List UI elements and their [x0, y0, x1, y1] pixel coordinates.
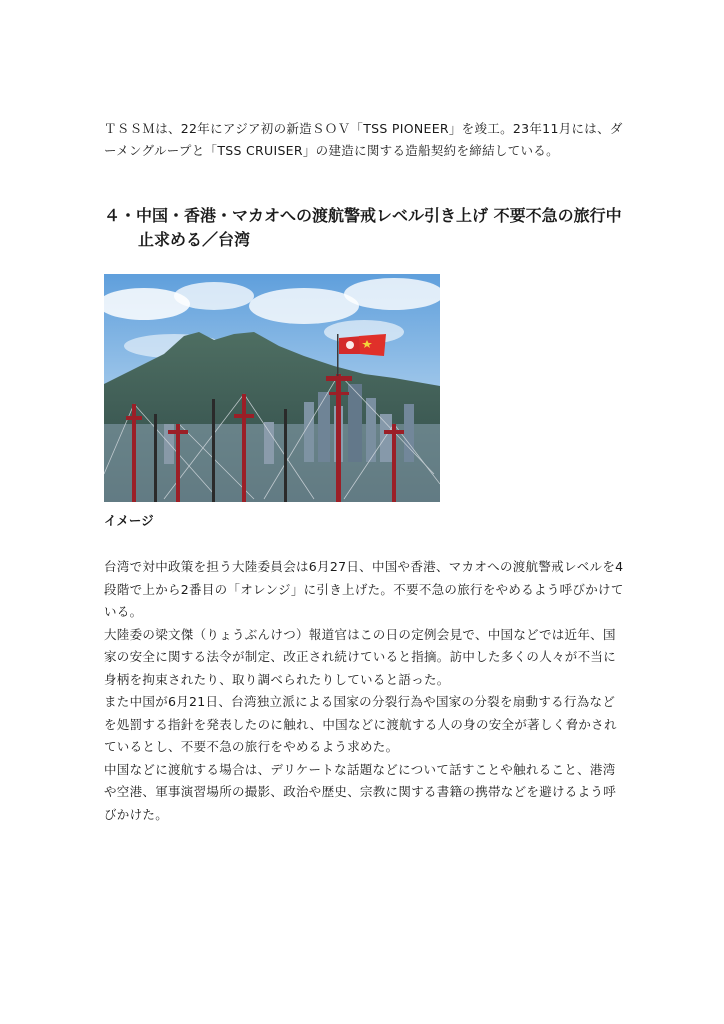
body-paragraph: また中国が6月21日、台湾独立派による国家の分裂行為や国家の分裂を扇動する行為などを処罰する指針を発表したのに触れ、中国などに渡航する人の身の安全が著しく脅かされているとし、不要不急の旅行をやめるよう求めた。: [104, 694, 617, 754]
body-paragraph: 台湾で対中政策を担う大陸委員会は6月27日、中国や香港、マカオへの渡航警戒レベルを4段階で上から2番目の「オレンジ」に引き上げた。不要不急の旅行をやめるよう呼びかけている。: [104, 559, 624, 619]
intro-paragraph: ＴＳＳＭは、22年にアジア初の新造ＳＯＶ「TSS PIONEER」を竣工。23年11月には、ダーメングループと「TSS CRUISER」の建造に関する造船契約を締結している。: [104, 121, 623, 158]
document-page: [104, 118, 624, 826]
body-paragraph: 中国などに渡航する場合は、デリケートな話題などについて話すことや触れること、港湾や空港、軍事演習場所の撮影、政治や歴史、宗教に関する書籍の携帯などを避けるよう呼びかけた。: [104, 761, 617, 822]
body-paragraph: 大陸委の梁文傑（りょうぶんけつ）報道官はこの日の定例会見で、中国などでは近年、国家の安全に関する法令が制定、改正され続けていると指摘。訪中した多くの人々が不当に身柄を拘束されたり、取り調べられたりしていると語った。: [104, 626, 617, 687]
article-body: [104, 556, 624, 826]
article-heading: ４・中国・香港・マカオへの渡航警戒レベル引き上げ 不要不急の旅行中止求める／台湾: [104, 206, 622, 249]
image-caption: イメージ: [104, 513, 154, 528]
article-photo: [104, 274, 440, 502]
